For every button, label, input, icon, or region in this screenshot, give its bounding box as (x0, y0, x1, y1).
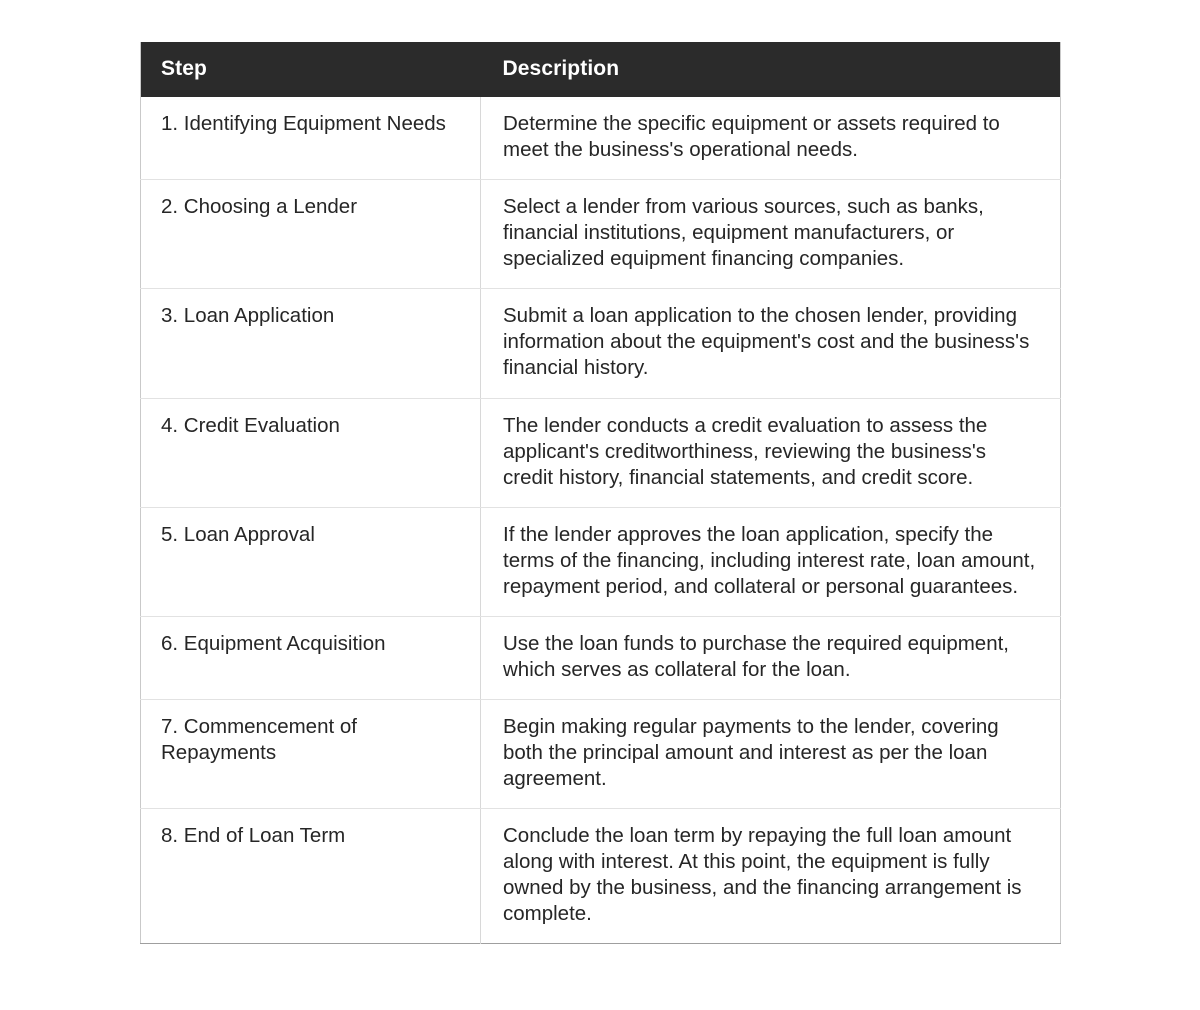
table-row (141, 398, 1061, 507)
cell-description (481, 97, 1061, 180)
description-text: Determine the specific equipment or assets required to meet the business's operational needs. (503, 112, 1000, 162)
step-label: 2. Choosing a Lender (161, 195, 358, 219)
cell-step (141, 808, 481, 943)
column-header-step: Step (141, 42, 481, 97)
description-text: Submit a loan application to the chosen lender, providing information about the equipment's cost and the business's financial history. (503, 304, 1030, 380)
cell-description (481, 398, 1061, 507)
column-header-description: Description (481, 42, 1061, 97)
step-label: 8. End of Loan Term (161, 823, 346, 847)
description-text: If the lender approves the loan application, specify the terms of the financing, including interest rate, loan amount, repayment period, and collateral or personal guarantees. (503, 522, 1036, 598)
cell-step (141, 398, 481, 507)
step-label: 1. Identifying Equipment Needs (161, 112, 446, 136)
cell-step (141, 616, 481, 699)
table-header-row (141, 42, 1061, 97)
table-row (141, 97, 1061, 180)
description-text: Select a lender from various sources, such as banks, financial institutions, equipment manufacturers, or specialized equipment financing companies. (503, 195, 984, 271)
cell-description (481, 289, 1061, 398)
cell-step (141, 699, 481, 808)
equipment-financing-steps-table (140, 42, 1061, 944)
cell-description (481, 699, 1061, 808)
cell-step (141, 289, 481, 398)
description-text: Use the loan funds to purchase the required equipment, which serves as collateral for the loan. (503, 631, 1009, 681)
cell-step (141, 180, 481, 289)
description-text: Conclude the loan term by repaying the full loan amount along with interest. At this point, the equipment is fully owned by the business, and the financing arrangement is complete. (503, 823, 1022, 925)
cell-description (481, 808, 1061, 943)
step-label: 7. Commencement of Repayments (161, 714, 357, 764)
cell-description (481, 616, 1061, 699)
table-row (141, 699, 1061, 808)
table-row (141, 507, 1061, 616)
table-header (141, 42, 1061, 97)
description-text: Begin making regular payments to the lender, covering both the principal amount and interest as per the loan agreement. (503, 714, 999, 790)
step-label: 4. Credit Evaluation (161, 413, 340, 437)
table-row (141, 289, 1061, 398)
step-label: 6. Equipment Acquisition (161, 631, 386, 655)
cell-step (141, 97, 481, 180)
cell-description (481, 507, 1061, 616)
description-text: The lender conducts a credit evaluation to assess the applicant's creditworthiness, reviewing the business's credit history, financial statements, and credit score. (503, 413, 988, 489)
step-label: 5. Loan Approval (161, 522, 315, 546)
steps-table-container (140, 42, 1060, 944)
step-label: 3. Loan Application (161, 304, 335, 328)
cell-description (481, 180, 1061, 289)
table-row (141, 180, 1061, 289)
table-row (141, 808, 1061, 943)
table-body (141, 97, 1061, 943)
table-row (141, 616, 1061, 699)
cell-step (141, 507, 481, 616)
